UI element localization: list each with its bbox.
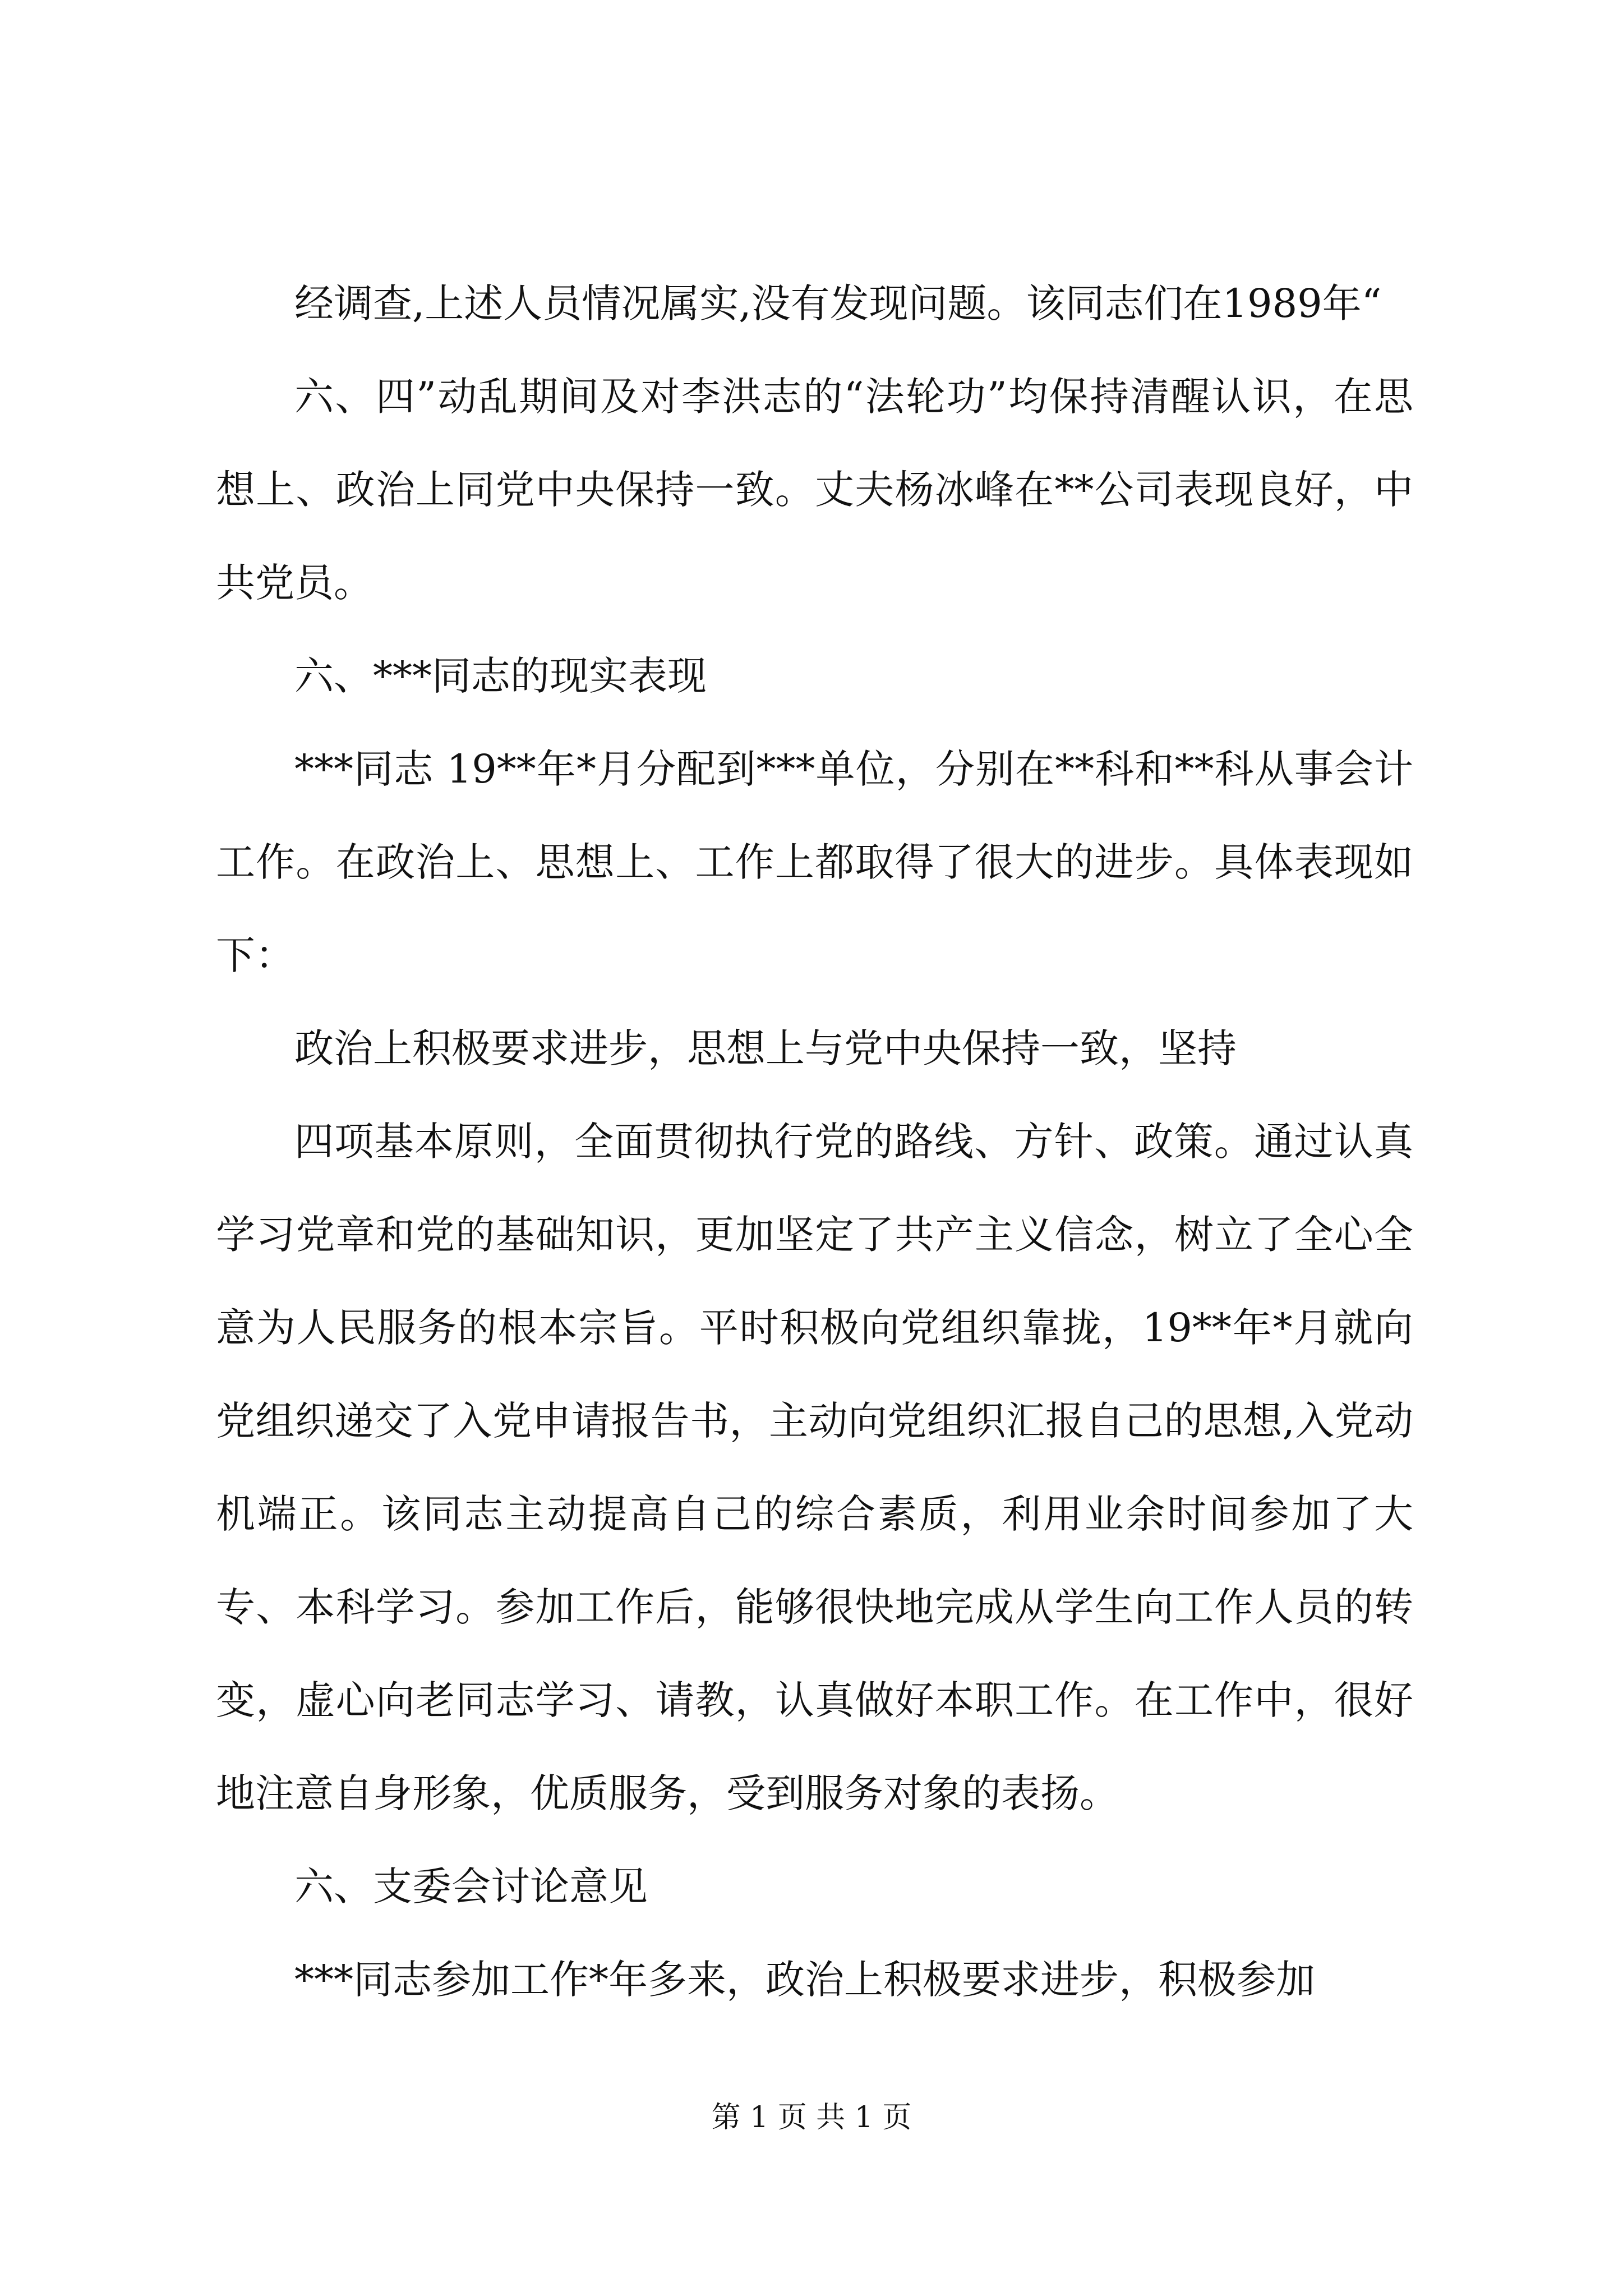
paragraph-political-stance: 六、四”动乱期间及对李洪志的“法轮功”均保持清醒认识，在思想上、政治上同党中央保持一致。丈夫杨冰峰在**公司表现良好，中共党员。 (216, 374, 1413, 606)
paragraph-assignment: ***同志 19**年*月分配到***单位，分别在**科和**科从事会计工作。在政治上、思想上、工作上都取得了很大的进步。具体表现如下： (216, 746, 1413, 978)
paragraph-political-progress: 政治上积极要求进步，思想上与党中央保持一致，坚持 (294, 1025, 1237, 1071)
paragraph-committee-opinion: ***同志参加工作*年多来，政治上积极要求进步，积极参加 (294, 1957, 1315, 2003)
document-body (216, 257, 1413, 2026)
paragraph-investigation: 经调查,上述人员情况属实,没有发现问题。该同志们在1989年“ (294, 280, 1382, 326)
section-heading-performance: 六、***同志的现实表现 (294, 653, 707, 699)
paragraph-principles: 四项基本原则，全面贯彻执行党的路线、方针、政策。通过认真学习党章和党的基础知识，更加坚定了共产主义信念，树立了全心全意为人民服务的根本宗旨。平时积极向党组织靠拢，19**年*月就向党组织递交了入党申请报告书，主动向党组织汇报自己的思想,入党动机端正。该同志主动提高自己的综合素质，利用业余时间参加了大专、本科学习。参加工作后，能够很快地完成从学生向工作人员的转变，虚心向老同志学习、请教，认真做好本职工作。在工作中，很好地注意自身形象，优质服务，受到服务对象的表扬。 (216, 1119, 1413, 1816)
page-footer: 第 1 页 共 1 页 (711, 2101, 912, 2134)
section-heading-committee-opinion: 六、支委会讨论意见 (294, 1864, 648, 1910)
